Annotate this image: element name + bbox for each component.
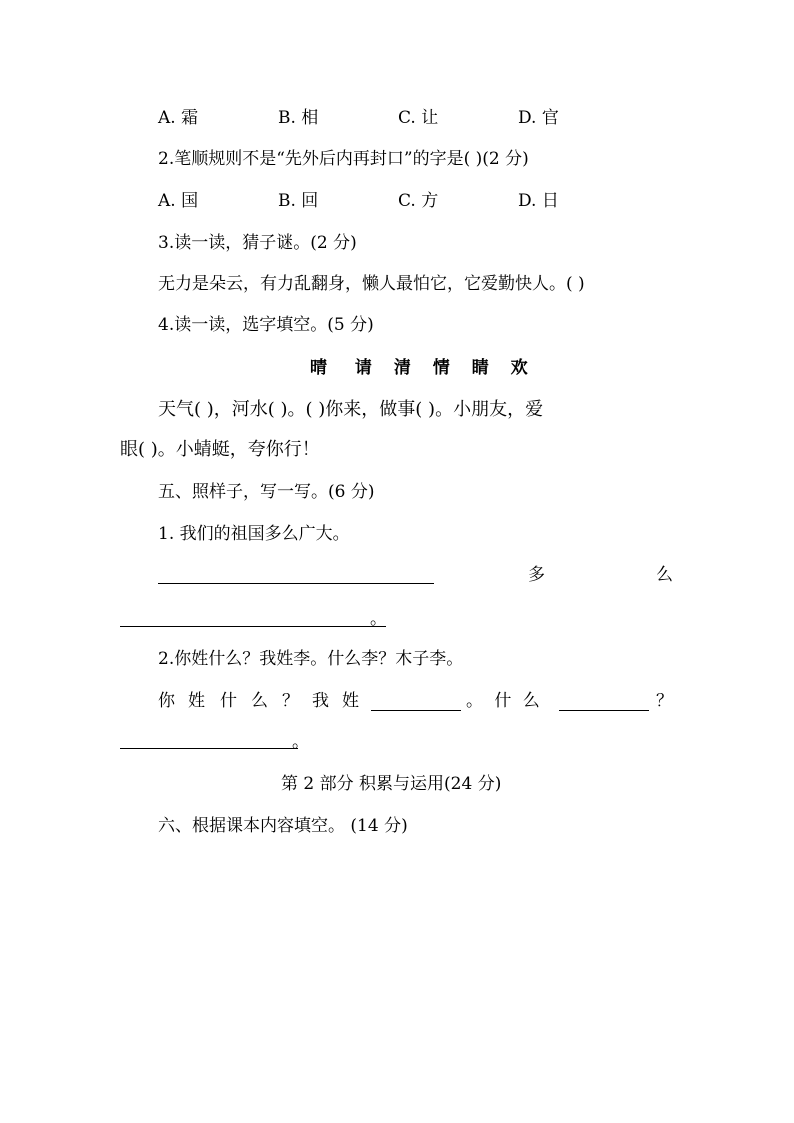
s5-item2-end: 。 bbox=[292, 732, 309, 752]
q3-stem: 3.读一读，猜子谜。(2 分) bbox=[158, 233, 357, 253]
q2-option-d: D. 日 bbox=[518, 191, 559, 211]
char-bank-2: 请 bbox=[354, 358, 372, 378]
char-bank-3: 清 bbox=[393, 358, 411, 378]
q4-char-bank bbox=[310, 357, 528, 379]
s5-item2-q: ？ bbox=[656, 691, 673, 711]
s5-item2-mid: 。 什 么 bbox=[466, 691, 540, 711]
s5-item1-end: 。 bbox=[370, 609, 387, 629]
s5-item1-example: 1. 我们的祖国多么广大。 bbox=[158, 524, 350, 544]
q4-text-line1: 天气( )，河水( )。( )你来，做事( )。小朋友，爱 bbox=[158, 399, 544, 420]
char-bank-5: 睛 bbox=[471, 358, 489, 378]
s5-item1-me: 么 bbox=[656, 565, 673, 585]
q2-option-a: A. 国 bbox=[158, 191, 199, 211]
s5-prompt-char: ？ bbox=[282, 691, 299, 711]
q1-option-a: A. 霜 bbox=[158, 108, 199, 128]
q1-option-b: B. 相 bbox=[278, 108, 319, 128]
s5-item1-blank-a[interactable] bbox=[158, 583, 434, 584]
q1-option-c: C. 让 bbox=[398, 108, 439, 128]
s5-prompt-char: 姓 bbox=[342, 691, 359, 711]
s5-item2-blank-a[interactable] bbox=[371, 710, 461, 711]
char-bank-6: 欢 bbox=[510, 358, 528, 378]
part2-title: 第 2 部分 积累与运用(24 分) bbox=[281, 774, 502, 794]
s5-prompt-char: 我 bbox=[312, 691, 329, 711]
s5-item2-example: 2.你姓什么？我姓李。什么李？木子李。 bbox=[158, 649, 464, 669]
q4-text-line2: 眼( )。小蜻蜓，夸你行！ bbox=[120, 439, 320, 460]
q2-option-b: B. 回 bbox=[278, 191, 319, 211]
s5-item1-duo: 多 bbox=[528, 565, 545, 585]
s5-prompt-char: 什 bbox=[220, 691, 237, 711]
char-bank-1: 晴 bbox=[310, 358, 327, 378]
s5-prompt-char: 你 bbox=[158, 691, 175, 711]
s5-prompt-char: 么 bbox=[251, 691, 268, 711]
section5-title: 五、照样子，写一写。(6 分) bbox=[158, 482, 375, 502]
s5-item2-blank-b[interactable] bbox=[559, 710, 649, 711]
q1-option-d: D. 官 bbox=[518, 108, 559, 128]
q2-option-c: C. 方 bbox=[398, 191, 439, 211]
q2-stem: 2.笔顺规则不是“先外后内再封口”的字是( )(2 分) bbox=[158, 149, 529, 169]
s5-prompt-char: 姓 bbox=[188, 691, 205, 711]
q3-riddle: 无力是朵云，有力乱翻身，懒人最怕它，它爱勤快人。( ) bbox=[158, 274, 585, 294]
char-bank-4: 情 bbox=[432, 358, 450, 378]
s5-item2-blank-c[interactable] bbox=[120, 748, 298, 749]
q4-stem: 4.读一读，选字填空。(5 分) bbox=[158, 315, 374, 335]
section6-title: 六、根据课本内容填空。 (14 分) bbox=[158, 816, 408, 836]
s5-item1-blank-b[interactable] bbox=[120, 626, 386, 627]
